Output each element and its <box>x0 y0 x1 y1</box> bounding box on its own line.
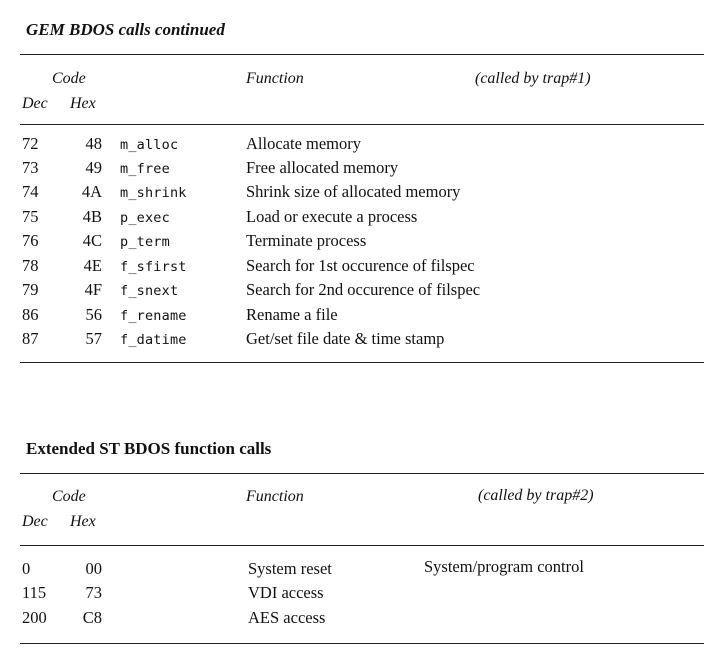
row-dec: 75 <box>22 207 39 226</box>
row-call-name: m_alloc <box>120 137 179 153</box>
row-hex: 4B <box>82 207 102 226</box>
row-hex: 00 <box>85 559 102 578</box>
table1-header-called-by: (called by trap#1) <box>475 70 591 87</box>
table1-top-rule <box>20 54 704 55</box>
table2-header-dec: Dec <box>22 513 48 530</box>
row-dec: 0 <box>22 559 31 578</box>
row-description: Terminate process <box>246 231 367 250</box>
row-hex: 48 <box>85 134 102 153</box>
table1-header-dec: Dec <box>22 95 48 112</box>
row-hex: 56 <box>85 305 102 324</box>
row-dec: 76 <box>22 231 39 250</box>
row-dec: 78 <box>22 256 39 275</box>
table1-bottom-rule <box>20 362 704 363</box>
row-call-name: f_datime <box>120 332 187 348</box>
row-description: Free allocated memory <box>246 158 399 177</box>
table2-header-function: Function <box>246 488 304 505</box>
row-description: AES access <box>248 608 326 627</box>
row-hex: 4C <box>82 231 102 250</box>
row-call-name: m_shrink <box>120 185 187 201</box>
row-note: System/program control <box>424 557 584 576</box>
table2-header-hex: Hex <box>70 513 96 530</box>
row-hex: 49 <box>85 158 102 177</box>
row-call-name: f_sfirst <box>120 259 187 275</box>
row-description: Allocate memory <box>246 134 362 153</box>
row-call-name: f_rename <box>120 308 187 324</box>
row-dec: 72 <box>22 134 39 153</box>
row-call-name: p_term <box>120 234 170 250</box>
row-call-name: m_free <box>120 161 170 177</box>
table1-header-code: Code <box>52 70 86 87</box>
row-description: Rename a file <box>246 305 338 324</box>
row-hex: 57 <box>85 329 102 348</box>
table2-header-code: Code <box>52 488 86 505</box>
row-description: VDI access <box>248 583 324 602</box>
row-call-name: p_exec <box>120 210 170 226</box>
row-description: System reset <box>248 559 332 578</box>
row-dec: 73 <box>22 158 39 177</box>
row-dec: 200 <box>22 608 47 627</box>
table1-header-hex: Hex <box>70 95 96 112</box>
row-call-name: f_snext <box>120 283 179 299</box>
row-hex: 73 <box>85 583 102 602</box>
table2-header-rule <box>20 545 704 546</box>
row-description: Load or execute a process <box>246 207 418 226</box>
row-hex: C8 <box>82 608 102 627</box>
row-hex: 4E <box>83 256 102 275</box>
row-hex: 4A <box>81 182 102 201</box>
row-dec: 87 <box>22 329 39 348</box>
row-dec: 79 <box>22 280 39 299</box>
table2-bottom-rule <box>20 643 704 644</box>
row-hex: 4F <box>84 280 102 299</box>
table1-header-rule <box>20 124 704 125</box>
row-dec: 74 <box>22 182 39 201</box>
row-dec: 86 <box>22 305 39 324</box>
row-dec: 115 <box>22 583 47 602</box>
table2-header-called-by: (called by trap#2) <box>478 487 594 504</box>
table1-header-function: Function <box>246 70 304 87</box>
table2-title: Extended ST BDOS function calls <box>26 439 272 458</box>
row-description: Get/set file date & time stamp <box>246 329 445 348</box>
table2-top-rule <box>20 473 704 474</box>
row-description: Shrink size of allocated memory <box>246 182 461 201</box>
row-description: Search for 1st occurence of filspec <box>246 256 475 275</box>
table1-title: GEM BDOS calls continued <box>26 20 225 39</box>
row-description: Search for 2nd occurence of filspec <box>246 280 481 299</box>
